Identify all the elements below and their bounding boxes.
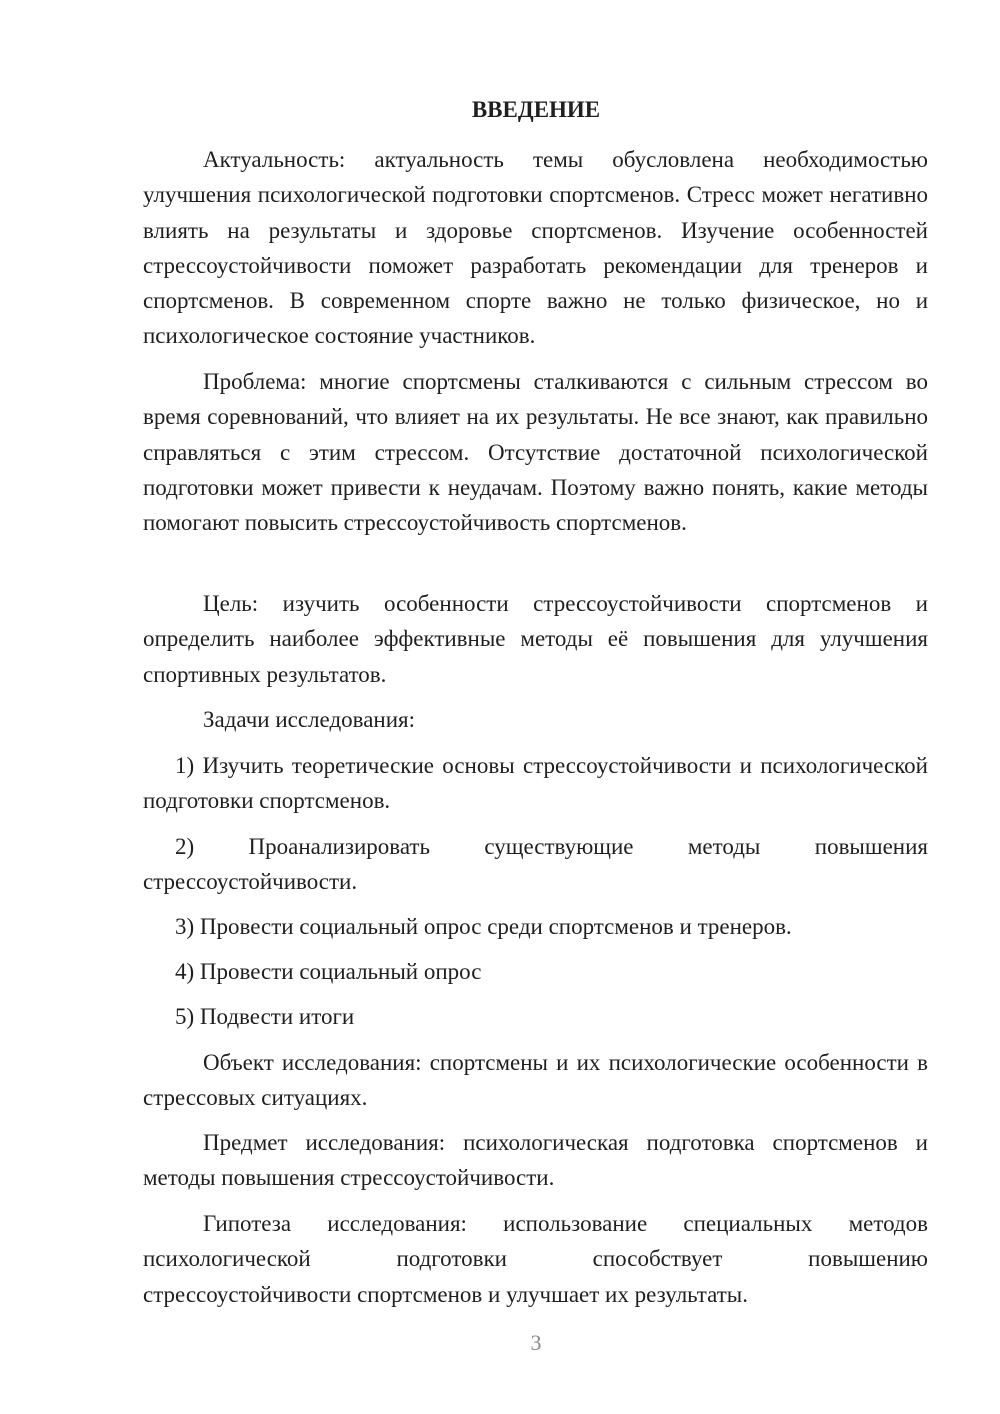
hypothesis-line-2: психологической подготовки способствует повышению: [143, 1246, 928, 1272]
paragraph-object: [143, 1045, 928, 1116]
page-number: 3: [530, 1330, 542, 1355]
task-item-text: 4) Провести социальный опрос: [175, 959, 482, 984]
paragraph-goal: [143, 586, 928, 692]
task-item-text: 3) Провести социальный опрос среди спортсменов и тренеров.: [175, 914, 792, 939]
tasks-heading-text: Задачи исследования:: [203, 707, 416, 732]
tasks-heading: [143, 702, 928, 737]
task-item-5: [143, 999, 928, 1034]
task-item-1: [143, 748, 928, 819]
relevance-text: Актуальность: актуальность темы обусловлена необходимостью улучшения психологической подготовки спортсменов. Стресс может негативно влиять на результаты и здоровье спортсменов. Изучение особенностей стрессоустойчивости поможет разработать рекомендации для тренеров и спортсменов. В современном спорте важно не только физическое, но и психологическое состояние участников.: [143, 147, 928, 349]
task-item-3: [143, 909, 928, 944]
hypothesis-line-3: стрессоустойчивости спортсменов и улучшает их результаты.: [143, 1281, 748, 1307]
paragraph-hypothesis: [143, 1206, 928, 1312]
object-text: Объект исследования: спортсмены и их психологические особенности в стрессовых ситуациях.: [143, 1050, 928, 1111]
task-item-text: 1) Изучить теоретические основы стрессоустойчивости и психологической подготовки спортсменов.: [143, 753, 928, 814]
goal-text: Цель: изучить особенности стрессоустойчивости спортсменов и определить наиболее эффективные методы её повышения для улучшения спортивных результатов.: [143, 591, 928, 687]
paragraph-subject: [143, 1125, 928, 1196]
task-item-text: 5) Подвести итоги: [175, 1004, 355, 1029]
problem-text: Проблема: многие спортсмены сталкиваются с сильным стрессом во время соревнований, что влияет на их результаты. Не все знают, как правильно справляться с этим стрессом. Отсутствие достаточной психологической подготовки может привести к неудачам. Поэтому важно понять, какие методы помогают повысить стрессоустойчивость спортсменов.: [143, 369, 928, 536]
hypothesis-line-1: Гипотеза исследования: использование специальных методов: [203, 1211, 928, 1236]
task-item-text: 2) Проанализировать существующие методы повышения стрессоустойчивости.: [143, 834, 928, 895]
task-item-4: [143, 954, 928, 989]
task-item-2: [143, 829, 928, 900]
page-title: ВВЕДЕНИЕ: [471, 97, 601, 122]
paragraph-problem: [143, 364, 928, 540]
subject-text: Предмет исследования: психологическая подготовка спортсменов и методы повышения стрессоустойчивости.: [143, 1130, 928, 1191]
paragraph-relevance: [143, 142, 928, 354]
